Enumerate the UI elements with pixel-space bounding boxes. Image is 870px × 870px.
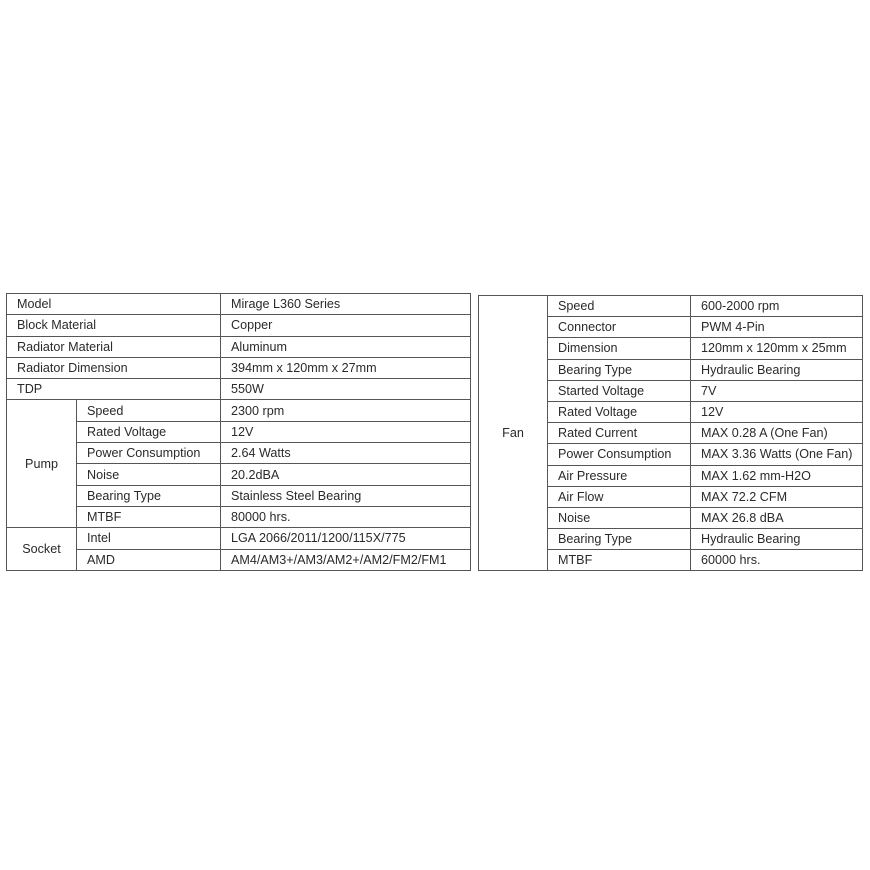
table-row <box>7 379 471 400</box>
spec-label: Started Voltage <box>548 380 691 401</box>
spec-value: Mirage L360 Series <box>221 294 471 315</box>
spec-label: Connector <box>548 317 691 338</box>
spec-label: Dimension <box>548 338 691 359</box>
spec-value: 600-2000 rpm <box>691 296 863 317</box>
spec-label: Speed <box>548 296 691 317</box>
table-row <box>7 464 471 485</box>
spec-label: Rated Current <box>548 423 691 444</box>
spec-label: Radiator Material <box>7 336 221 357</box>
spec-value: 7V <box>691 380 863 401</box>
spec-label: Block Material <box>7 315 221 336</box>
spec-label: TDP <box>7 379 221 400</box>
fan-group-label: Fan <box>479 296 548 571</box>
table-row <box>7 421 471 442</box>
spec-label: Power Consumption <box>548 444 691 465</box>
spec-value: MAX 1.62 mm-H2O <box>691 465 863 486</box>
spec-label: Rated Voltage <box>77 421 221 442</box>
spec-label: Model <box>7 294 221 315</box>
table-row <box>7 294 471 315</box>
spec-value: 80000 hrs. <box>221 506 471 527</box>
pump-group-label: Pump <box>7 400 77 528</box>
spec-label: Noise <box>77 464 221 485</box>
spec-label: AMD <box>77 549 221 570</box>
table-row <box>7 506 471 527</box>
spec-value: PWM 4-Pin <box>691 317 863 338</box>
spec-label: Power Consumption <box>77 443 221 464</box>
table-row <box>7 336 471 357</box>
spec-label: Noise <box>548 507 691 528</box>
spec-value: 60000 hrs. <box>691 550 863 571</box>
spec-value: 12V <box>691 401 863 422</box>
spec-value: Stainless Steel Bearing <box>221 485 471 506</box>
spec-label: Bearing Type <box>77 485 221 506</box>
spec-value: Hydraulic Bearing <box>691 359 863 380</box>
spec-value: 550W <box>221 379 471 400</box>
spec-value: MAX 72.2 CFM <box>691 486 863 507</box>
table-row <box>7 443 471 464</box>
spec-value: 12V <box>221 421 471 442</box>
spec-value: Hydraulic Bearing <box>691 529 863 550</box>
spec-value: 120mm x 120mm x 25mm <box>691 338 863 359</box>
table-row <box>7 400 471 421</box>
table-row <box>7 528 471 549</box>
spec-value: MAX 0.28 A (One Fan) <box>691 423 863 444</box>
table-row <box>7 357 471 378</box>
fan-spec-table <box>478 295 863 571</box>
spec-label: Air Flow <box>548 486 691 507</box>
spec-label: Air Pressure <box>548 465 691 486</box>
spec-label: MTBF <box>77 506 221 527</box>
spec-label: Bearing Type <box>548 529 691 550</box>
spec-value: Aluminum <box>221 336 471 357</box>
spec-value: 394mm x 120mm x 27mm <box>221 357 471 378</box>
socket-group-label: Socket <box>7 528 77 571</box>
spec-value: MAX 3.36 Watts (One Fan) <box>691 444 863 465</box>
spec-label: MTBF <box>548 550 691 571</box>
spec-value: Copper <box>221 315 471 336</box>
table-row <box>7 315 471 336</box>
table-row <box>7 549 471 570</box>
spec-label: Speed <box>77 400 221 421</box>
table-row <box>479 296 863 317</box>
table-row <box>7 485 471 506</box>
spec-label: Bearing Type <box>548 359 691 380</box>
spec-value: 2.64 Watts <box>221 443 471 464</box>
spec-value: 20.2dBA <box>221 464 471 485</box>
spec-value: MAX 26.8 dBA <box>691 507 863 528</box>
cooler-spec-table <box>6 293 471 571</box>
spec-value: LGA 2066/2011/1200/115X/775 <box>221 528 471 549</box>
spec-label: Intel <box>77 528 221 549</box>
spec-value: 2300 rpm <box>221 400 471 421</box>
spec-label: Rated Voltage <box>548 401 691 422</box>
spec-label: Radiator Dimension <box>7 357 221 378</box>
spec-value: AM4/AM3+/AM3/AM2+/AM2/FM2/FM1 <box>221 549 471 570</box>
